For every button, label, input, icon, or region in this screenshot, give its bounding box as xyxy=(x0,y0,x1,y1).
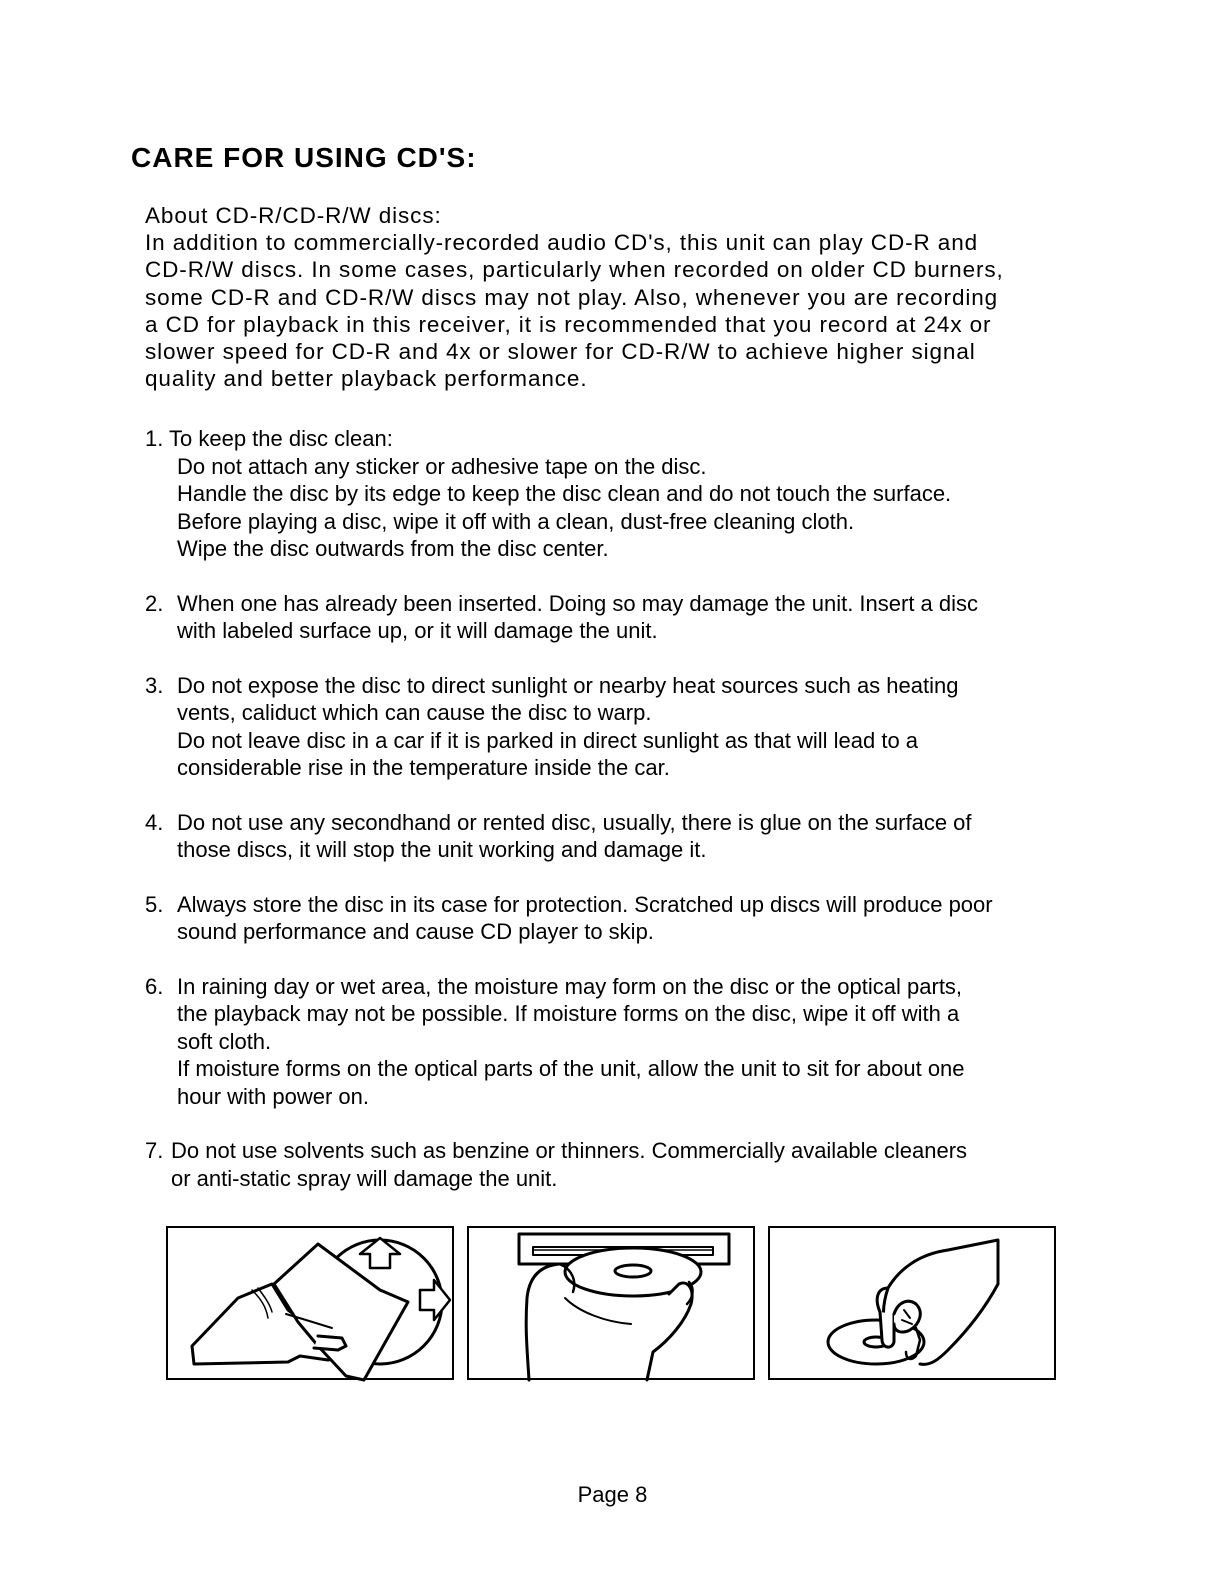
item-line: Wipe the disc outwards from the disc center. xyxy=(177,536,609,561)
item-line: If moisture forms on the optical parts of the unit, allow the unit to sit for about one xyxy=(177,1056,965,1081)
item-line: or anti-static spray will damage the unit. xyxy=(171,1165,558,1191)
item-line: Handle the disc by its edge to keep the disc clean and do not touch the surface. xyxy=(177,481,952,506)
intro-line: quality and better playback performance. xyxy=(145,366,588,392)
intro-line: About CD-R/CD-R/W discs: xyxy=(145,203,442,228)
item-number: 1. xyxy=(145,426,164,451)
item-number: 5. xyxy=(145,891,164,917)
item-number: 4. xyxy=(145,809,164,835)
care-list xyxy=(145,425,1145,1219)
item-line: sound performance and cause CD player to skip. xyxy=(177,919,654,944)
list-item xyxy=(145,891,1145,946)
item-number: 2. xyxy=(145,590,164,616)
list-item xyxy=(145,1137,1145,1192)
item-line: with labeled surface up, or it will damage the unit. xyxy=(177,618,658,643)
item-number: 3. xyxy=(145,672,164,698)
item-line: hour with power on. xyxy=(177,1083,369,1109)
list-item xyxy=(145,590,1145,645)
intro-line: a CD for playback in this receiver, it is recommended that you record at 24x or xyxy=(145,311,992,337)
item-line: the playback may not be possible. If moisture forms on the disc, wipe it off with a xyxy=(177,1001,960,1026)
page-title: CARE FOR USING CD'S: xyxy=(131,142,477,173)
list-item xyxy=(145,672,1145,782)
list-item xyxy=(145,809,1145,864)
list-item xyxy=(145,973,1145,1111)
intro-line: some CD-R and CD-R/W discs may not play. Also, whenever you are recording xyxy=(145,284,999,310)
item-number: 6. xyxy=(145,973,164,999)
list-item xyxy=(145,425,1145,563)
intro-line: CD-R/W discs. In some cases, particularly when recorded on older CD burners, xyxy=(145,257,1004,283)
item-line: Do not expose the disc to direct sunlight or nearby heat sources such as heating xyxy=(177,672,959,698)
item-line: vents, caliduct which can cause the disc to warp. xyxy=(177,700,652,725)
item-line: Do not use solvents such as benzine or thinners. Commercially available cleaners xyxy=(171,1138,968,1163)
item-line: In raining day or wet area, the moisture may form on the disc or the optical parts, xyxy=(177,973,963,999)
item-number: 7. xyxy=(145,1138,164,1163)
intro-paragraph xyxy=(145,202,1145,392)
item-line: soft cloth. xyxy=(177,1028,272,1054)
intro-line: In addition to commercially-recorded audio CD's, this unit can play CD-R and xyxy=(145,230,979,256)
intro-line: slower speed for CD-R and 4x or slower for CD-R/W to achieve higher signal xyxy=(145,339,976,365)
item-line: When one has already been inserted. Doing so may damage the unit. Insert a disc xyxy=(177,590,979,616)
item-line: Do not attach any sticker or adhesive tape on the disc. xyxy=(177,453,707,479)
item-line: Do not use any secondhand or rented disc, usually, there is glue on the surface of xyxy=(177,809,972,835)
page-number: Page 8 xyxy=(577,1482,648,1507)
item-line: Before playing a disc, wipe it off with a clean, dust-free cleaning cloth. xyxy=(177,508,855,534)
wipe-disc-illustration xyxy=(166,1226,454,1380)
illustrations xyxy=(166,1226,1059,1382)
insert-disc-illustration xyxy=(467,1226,755,1380)
item-line: considerable rise in the temperature inside the car. xyxy=(177,755,670,780)
hold-disc-illustration xyxy=(768,1226,1056,1380)
item-line: To keep the disc clean: xyxy=(169,426,393,451)
item-line: those discs, it will stop the unit working and damage it. xyxy=(177,837,707,862)
item-line: Always store the disc in its case for protection. Scratched up discs will produce poor xyxy=(177,891,993,917)
item-line: Do not leave disc in a car if it is parked in direct sunlight as that will lead to a xyxy=(177,727,919,753)
